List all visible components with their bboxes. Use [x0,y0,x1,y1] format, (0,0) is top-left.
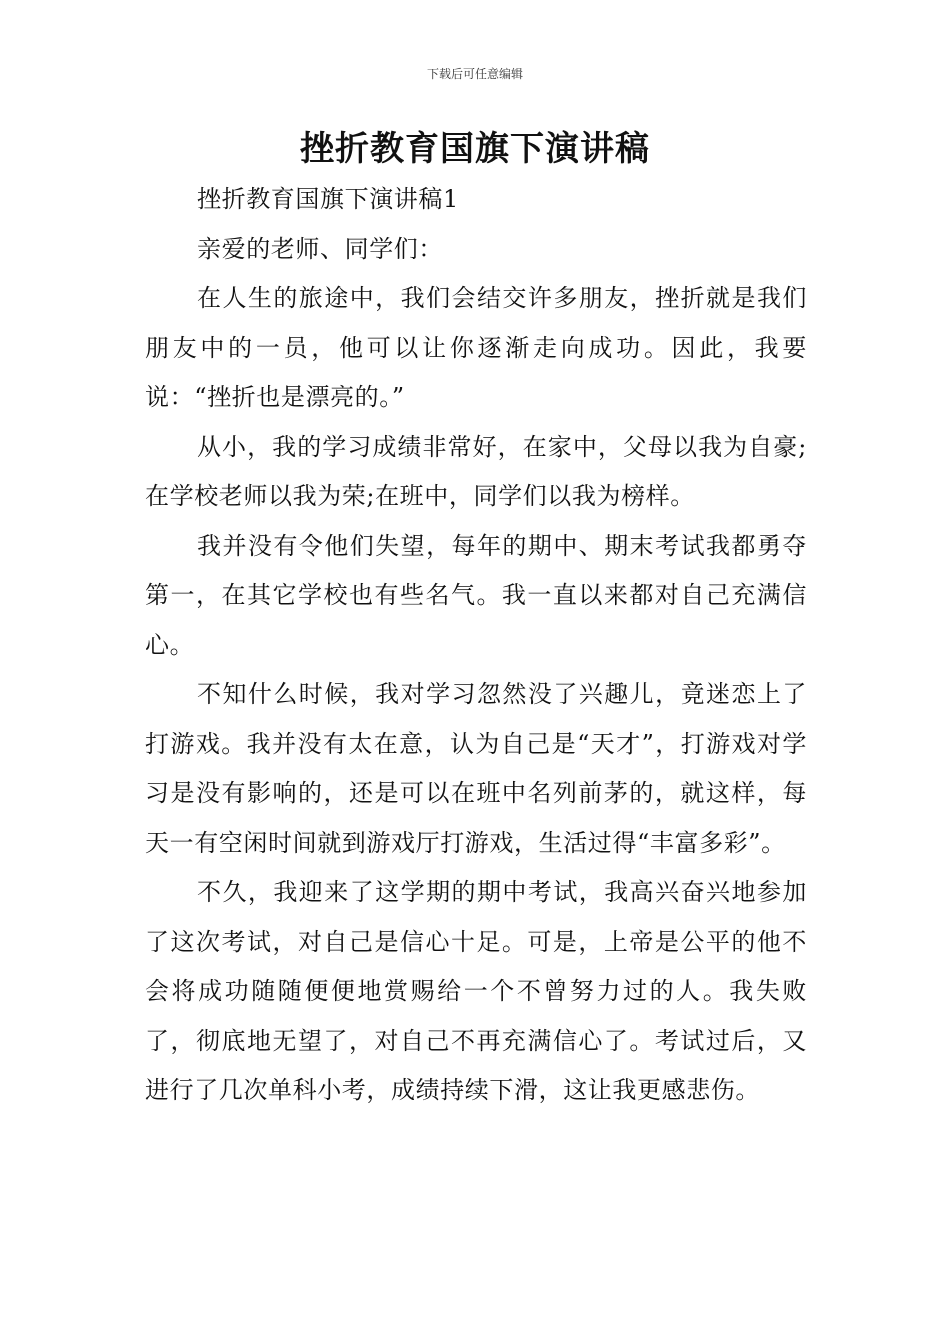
body-paragraph: 我并没有令他们失望，每年的期中、期末考试我都勇夺第一，在其它学校也有些名气。我一直以来都对自己充满信心。 [145,531,807,659]
subtitle-paragraph: 挫折教育国旗下演讲稿1 [197,185,459,213]
salutation-paragraph: 亲爱的老师、同学们： [197,234,443,263]
body-paragraph: 不知什么时候，我对学习忽然没了兴趣儿，竟迷恋上了打游戏。我并没有太在意，认为自己是“天才”，打游戏对学习是没有影响的，还是可以在班中名列前茅的，就这样，每天一有空闲时间就到游戏厅打游戏，生活过得“丰富多彩”。 [145,680,807,857]
body-paragraph: 不久，我迎来了这学期的期中考试，我高兴奋兴地参加了这次考试，对自己是信心十足。可是，上帝是公平的他不会将成功随随便便地赏赐给一个不曾努力过的人。我失败了，彻底地无望了，对自己不再充满信心了。考试过后，又进行了几次单科小考，成绩持续下滑，这让我更感悲伤。 [145,878,807,1104]
document-body [145,175,807,1116]
body-paragraph: 在人生的旅途中，我们会结交许多朋友，挫折就是我们朋友中的一员，他可以让你逐渐走向成功。因此，我要说：“挫折也是漂亮的。” [145,284,807,411]
body-paragraph: 从小，我的学习成绩非常好，在家中，父母以我为自豪;在学校老师以我为荣;在班中，同学们以我为榜样。 [145,432,807,510]
document-title: 挫折教育国旗下演讲稿 [300,129,650,169]
header-note: 下载后可任意编辑 [426,67,523,81]
